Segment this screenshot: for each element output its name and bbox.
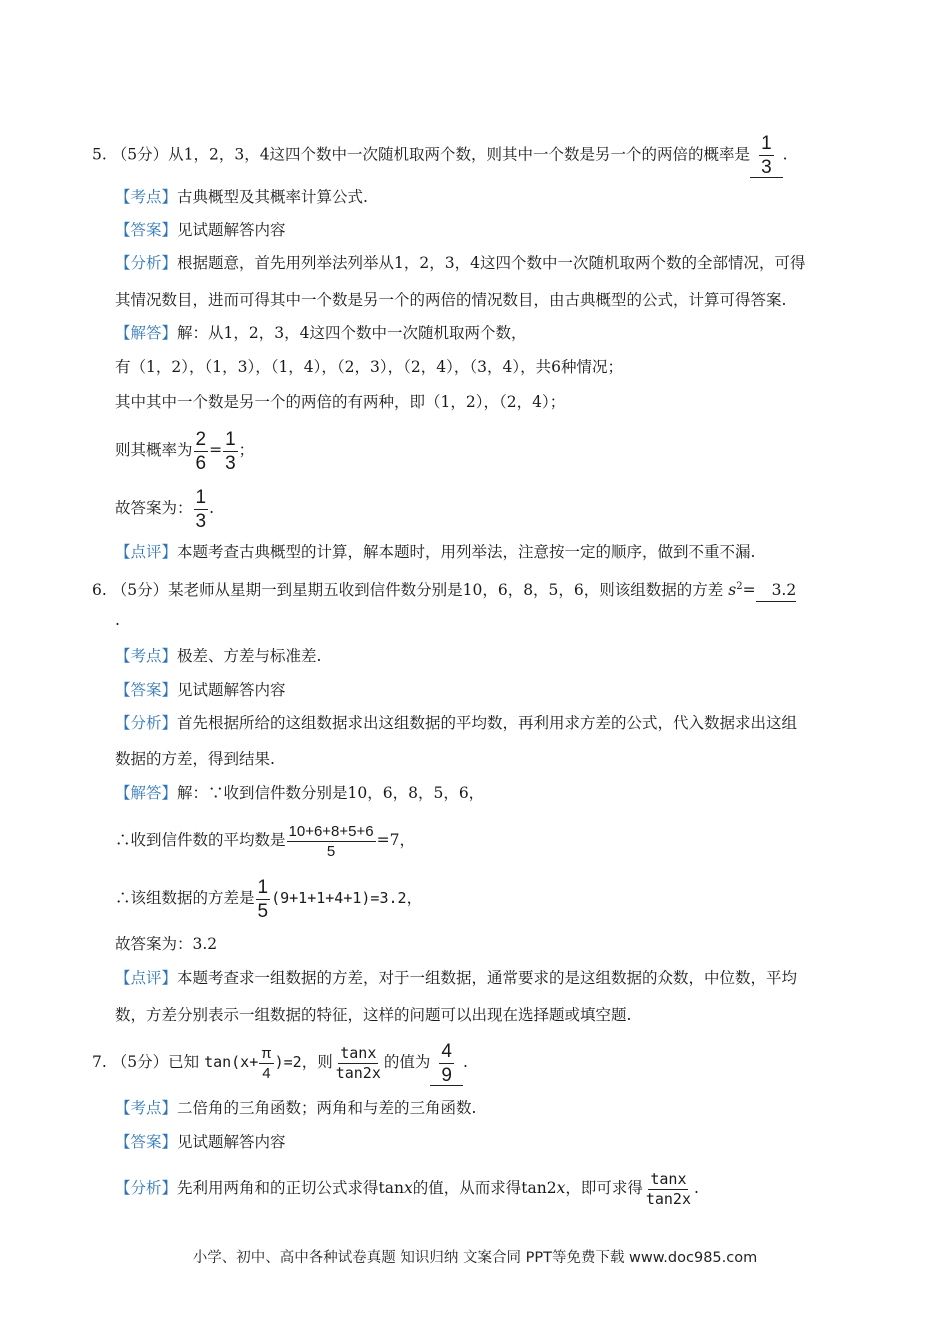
q7-analysis: 【分析】先利用两角和的正切公式求得tanx的值，从而求得tan2x，即可求得 $\frac{\tan x}{\tan 2x}$ . <box>115 1169 699 1208</box>
q6-comment: 【点评】本题考查求一组数据的方差，对于一组数据，通常要求的是这组数据的众数，中位数，平均 <box>115 969 798 987</box>
q5-solution-cases: 有（1，2），（1，3），（1，4），（2，3），（2，4），（3，4），共6种情况； <box>115 358 623 376</box>
q7-answer-blank <box>430 1040 463 1086</box>
answer-tag: 【答案】 <box>115 221 178 239</box>
q6-stem: 6. （5分）某老师从星期一到星期五收到信件数分别是10，6，8，5，6，则该组数据的方差 $s^2= 3.2$ <box>92 576 796 602</box>
q6-answer: 【答案】见试题解答内容 <box>115 681 286 699</box>
q5-solution-favorable: 其中其中一个数是另一个的两倍的有两种，即（1，2），（2，4）； <box>115 393 566 411</box>
comment-tag: 【点评】 <box>115 543 178 561</box>
q5-answer-blank <box>750 134 783 178</box>
q5-analysis-cont: 其情况数目，进而可得其中一个数是另一个的两倍的情况数目，由古典概型的公式，计算可得答案. <box>115 291 787 309</box>
q6-solution-mean: ∴收到信件数的平均数是 $\frac{10+6+8+5+6}{5}$ =7， <box>115 822 415 860</box>
q6-solution-final: 故答案为：3.2 <box>115 935 218 953</box>
solution-tag: 【解答】 <box>115 324 178 342</box>
q5-frac-2-6: $\frac{2}{6}$ <box>195 428 207 474</box>
q5-final-fraction: $\frac{1}{3}$ <box>195 486 207 532</box>
analysis-tag: 【分析】 <box>115 254 178 272</box>
q6-analysis-cont: 数据的方差，得到结果. <box>115 750 275 768</box>
q6-analysis: 【分析】首先根据所给的这组数据求出这组数据的平均数，再利用求方差的公式，代入数据求出这组 <box>115 714 798 732</box>
q6-solution: 【解答】解：∵收到信件数分别是10，6，8，5，6， <box>115 784 485 802</box>
q5-kaodian: 【考点】古典概型及其概率计算公式. <box>115 188 368 206</box>
page-footer: 小学、初中、高中各种试卷真题 知识归纳 文案合同 PPT等免费下载 www.doc985.com <box>192 1250 758 1266</box>
q7-stem: 7. （5分）已知 tan(x+ $\frac{\pi}{4}$ )=2，则 $\frac{\tan x}{\tan 2x}$ 的值为 $\frac{4}{9}$ . <box>92 1040 468 1086</box>
q6-stem-end: . <box>115 611 120 629</box>
q5-solution: 【解答】解：从1，2，3，4这四个数中一次随机取两个数， <box>115 324 527 342</box>
q5-frac-1-3: $\frac{1}{3}$ <box>225 428 236 474</box>
q6-solution-variance: ∴该组数据的方差是 $\frac{1}{5}$ (9+1+1+4+1)=3.2， <box>115 876 423 922</box>
q7-analysis-ratio: $\frac{\tan x}{\tan 2x}$ <box>645 1169 691 1208</box>
q5-comment: 【点评】本题考查古典概型的计算，解本题时，用列举法，注意按一定的顺序，做到不重不漏. <box>115 543 756 561</box>
q5-solution-probability: 则其概率为 $\frac{2}{6}$ = $\frac{1}{3}$ ； <box>115 428 255 474</box>
q7-answer: 【答案】见试题解答内容 <box>115 1133 286 1151</box>
q7-kaodian: 【考点】二倍角的三角函数；两角和与差的三角函数. <box>115 1099 477 1117</box>
q6-mean-fraction: $\frac{10+6+8+5+6}{5}$ <box>288 822 374 860</box>
q5-stem: 5. （5分）从1，2，3，4这四个数中一次随机取两个数，则其中一个数是另一个的两倍的概率是 $\frac{1}{3}$ . <box>92 133 788 178</box>
q7-ratio: $\frac{\tan x}{\tan 2x}$ <box>335 1043 381 1082</box>
q5-solution-final: 故答案为： $\frac{1}{3}$ . <box>115 486 215 532</box>
q7-pi-over-4: $\frac{\pi}{4}$ <box>261 1044 272 1082</box>
q6-variance-fraction: $\frac{1}{5}$ <box>257 876 269 922</box>
q5-answer: 【答案】见试题解答内容 <box>115 221 286 239</box>
q5-answer-fraction: $\frac{1}{3}$ <box>761 133 772 178</box>
q5-analysis: 【分析】根据题意，首先用列举法列举从1，2，3，4这四个数中一次随机取两个数的全部情况，可得 <box>115 254 806 272</box>
q7-answer-fraction: $\frac{4}{9}$ <box>441 1040 452 1086</box>
kaodian-tag: 【考点】 <box>115 188 178 206</box>
q6-answer-blank: 3.2 <box>756 579 797 602</box>
q6-comment-cont: 数，方差分别表示一组数据的特征，这样的问题可以出现在选择题或填空题. <box>115 1006 632 1024</box>
q6-kaodian: 【考点】极差、方差与标准差. <box>115 647 322 665</box>
